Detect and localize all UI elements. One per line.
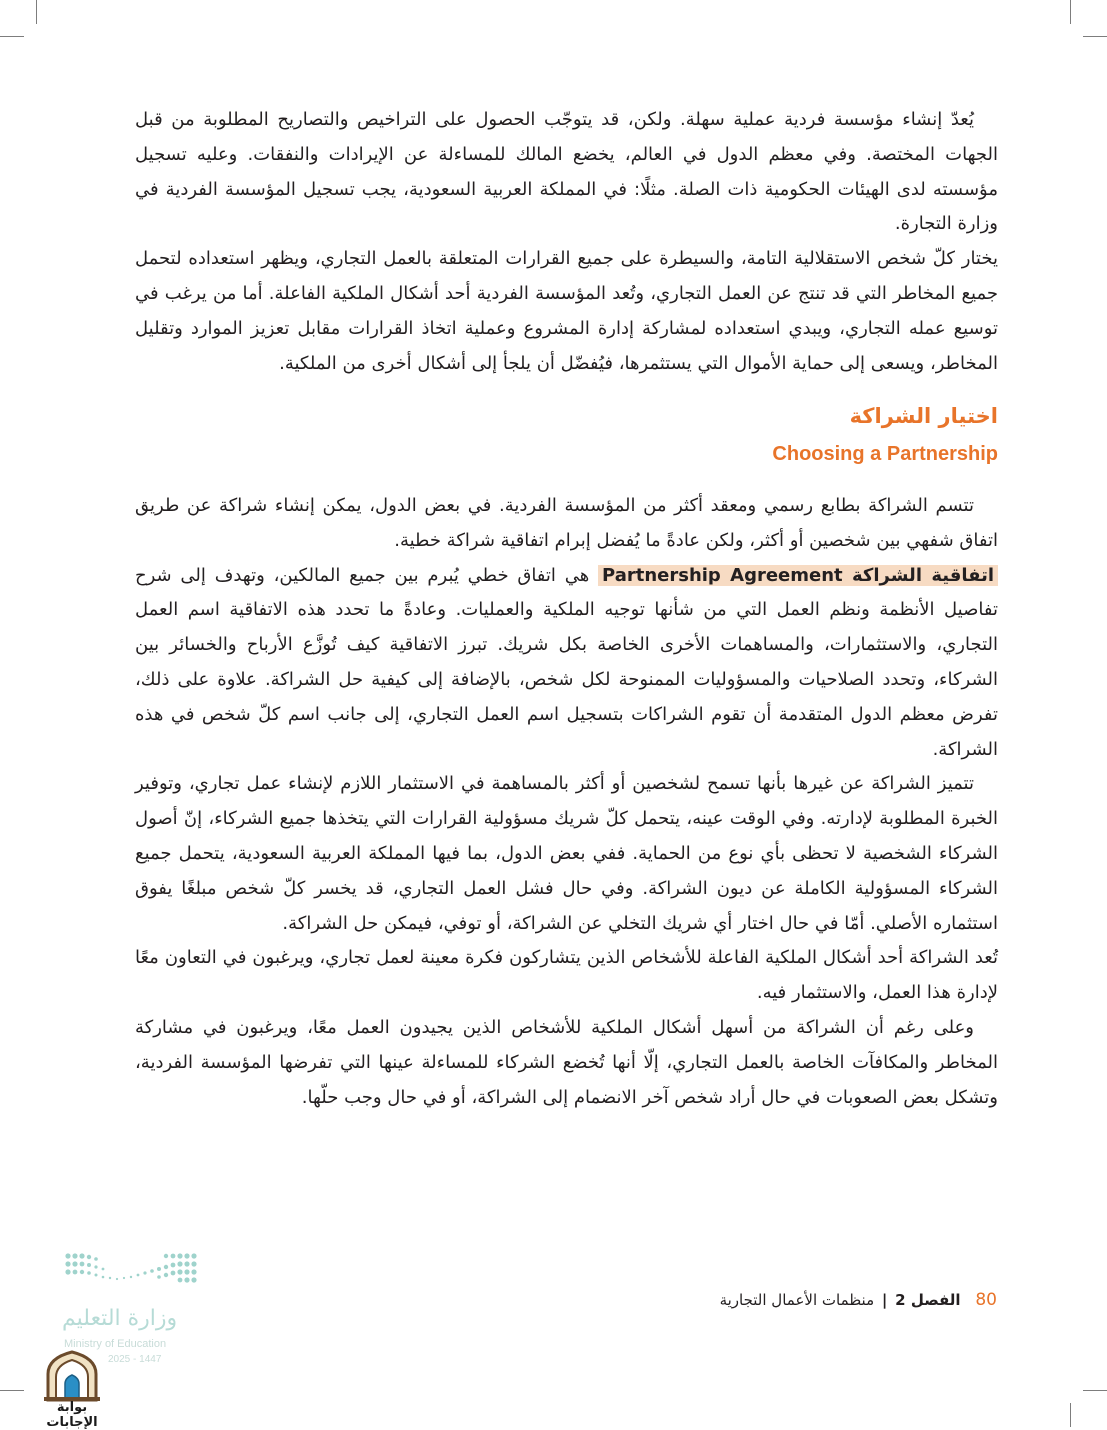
answers-portal-watermark	[32, 1350, 112, 1430]
ministry-dots-icon	[62, 1250, 202, 1290]
paragraph-partnership-intro: تتسم الشراكة بطابع رسمي ومعقد أكثر من المؤسسة الفردية. في بعض الدول، يمكن إنشاء شراكة عن طريق اتفاق شفهي بين شخصين أو أكثر، ولكن عادةً ما يُفضل إبرام اتفاقية شراكة خطية.	[135, 495, 998, 551]
mosque-arch-icon	[32, 1350, 112, 1402]
page-footer	[720, 1290, 997, 1310]
crop-mark-bottom-left-h	[0, 1390, 24, 1391]
portal-label: بوابة الإجابات	[46, 1400, 98, 1430]
crop-mark-top-right-h	[1083, 36, 1107, 37]
agreement-definition: هي اتفاق خطي يُبرم بين جميع المالكين، وتهدف إلى شرح تفاصيل الأنظمة ونظم العمل التي من شأنها توجيه الملكية والعمليات. وعادةً ما تحدد هذه الاتفاقية اسم العمل التجاري، والاستثمارات، والمساهمات الأخرى الخاصة بكل شريك. تبرز الاتفاقية كيف تُوزَّع الأرباح والخسائر بين الشركاء، وتحدد الصلاحيات والمسؤوليات الممنوحة لكل شخص، بالإضافة إلى كيفية حل الشراكة. علاوة على ذلك، تفرض معظم الدول المتقدمة أن تقوم الشراكات بتسجيل اسم العمل التجاري، إلى جانب اسم كلّ شخص في هذه الشراكة.	[135, 564, 998, 760]
crop-mark-bottom-right-h	[1083, 1390, 1107, 1391]
section-title-arabic: اختيار الشراكة	[849, 404, 998, 428]
paragraph-partnership-agreement	[135, 559, 998, 768]
paragraph-sole-proprietorship-choice: يختار كلّ شخص الاستقلالية التامة، والسيطرة على جميع القرارات المتعلقة بالعمل التجاري، ويظهر استعداده لتحمل جميع المخاطر التي قد تنتج عن العمل التجاري، وتُعد المؤسسة الفردية أحد أشكال الملكية الفاعلة. أما من يرغب في توسيع عمله التجاري، ويبدي استعداده لمشاركة إدارة المشروع وعملية اتخاذ القرارات مقابل تعزيز الموارد وتقليل المخاطر، ويسعى إلى حماية الأموال التي يستثمرها، فيُفضّل أن يلجأ إلى أشكال أخرى من الملكية.	[135, 248, 998, 374]
ministry-year: 2025 - 1447	[108, 1354, 162, 1365]
paragraph-partnership-drawbacks: وعلى رغم أن الشراكة من أسهل أشكال الملكية للأشخاص الذين يجيدون العمل معًا، ويرغبون في مشاركة المخاطر والمكافآت الخاصة بالعمل التجاري، إلّا أنها تُخضع الشركاء للمساءلة عينها التي تفرضها المؤسسة الفردية، وتشكل بعض الصعوبات في حال أراد شخص آخر الانضمام إلى الشراكة، أو في حال وجب حلّها.	[135, 1016, 998, 1108]
page-number: 80	[975, 1290, 997, 1310]
paragraph-sole-proprietorship-registration: يُعدّ إنشاء مؤسسة فردية عملية سهلة. ولكن، قد يتوجّب الحصول على التراخيص والتصاريح المطلوبة من قبل الجهات المختصة. وفي معظم الدول في العالم، يخضع المالك للمساءلة عن الإيرادات والنفقات. وعليه تسجيل مؤسسته لدى الهيئات الحكومية ذات الصلة. مثلًا: في المملكة العربية السعودية، يجب تسجيل المؤسسة الفردية في وزارة التجارة.	[135, 109, 998, 235]
section-title-english: Choosing a Partnership	[772, 443, 998, 465]
ministry-name-arabic: وزارة التعليم	[62, 1306, 178, 1331]
footer-separator: |	[881, 1291, 888, 1309]
crop-mark-top-right-v	[1070, 0, 1071, 24]
paragraph-partnership-features: تتميز الشراكة عن غيرها بأنها تسمح لشخصين أو أكثر بالمساهمة في الاستثمار اللازم لإنشاء عمل تجاري، وتوفير الخبرة المطلوبة لإدارته. وفي الوقت عينه، يتحمل كلّ شريك مسؤولية القرارات التي يتخذها جميع الشركاء، إنّ أصول الشركاء الشخصية لا تحظى بأي نوع من الحماية. ففي بعض الدول، بما فيها المملكة العربية السعودية، يتحمل جميع الشركاء المسؤولية الكاملة عن ديون الشراكة. وفي حال فشل العمل التجاري، قد يخسر كلّ شخص مبلغًا يفوق استثماره الأصلي. أمّا في حال اختار أي شريك التخلي عن الشراكة، أو توفي، فيمكن حل الشراكة.	[135, 773, 998, 934]
ministry-name-english: Ministry of Education	[64, 1338, 167, 1350]
crop-mark-bottom-right-v	[1070, 1403, 1071, 1427]
chapter-title: منظمات الأعمال التجارية	[719, 1291, 875, 1309]
key-term-partnership-agreement: اتفاقية الشراكة Partnership Agreement	[598, 565, 998, 586]
crop-mark-top-left-h	[0, 36, 24, 37]
partnership-text-block	[135, 489, 998, 1115]
crop-mark-top-left-v	[36, 0, 37, 24]
intro-text-block	[135, 103, 998, 381]
paragraph-partnership-effective: تُعد الشراكة أحد أشكال الملكية الفاعلة للأشخاص الذين يتشاركون فكرة معينة لعمل تجاري، ويرغبون في التعاون معًا لإدارة هذا العمل، والاستثمار فيه.	[135, 947, 998, 1004]
chapter-label: الفصل 2	[895, 1291, 961, 1309]
